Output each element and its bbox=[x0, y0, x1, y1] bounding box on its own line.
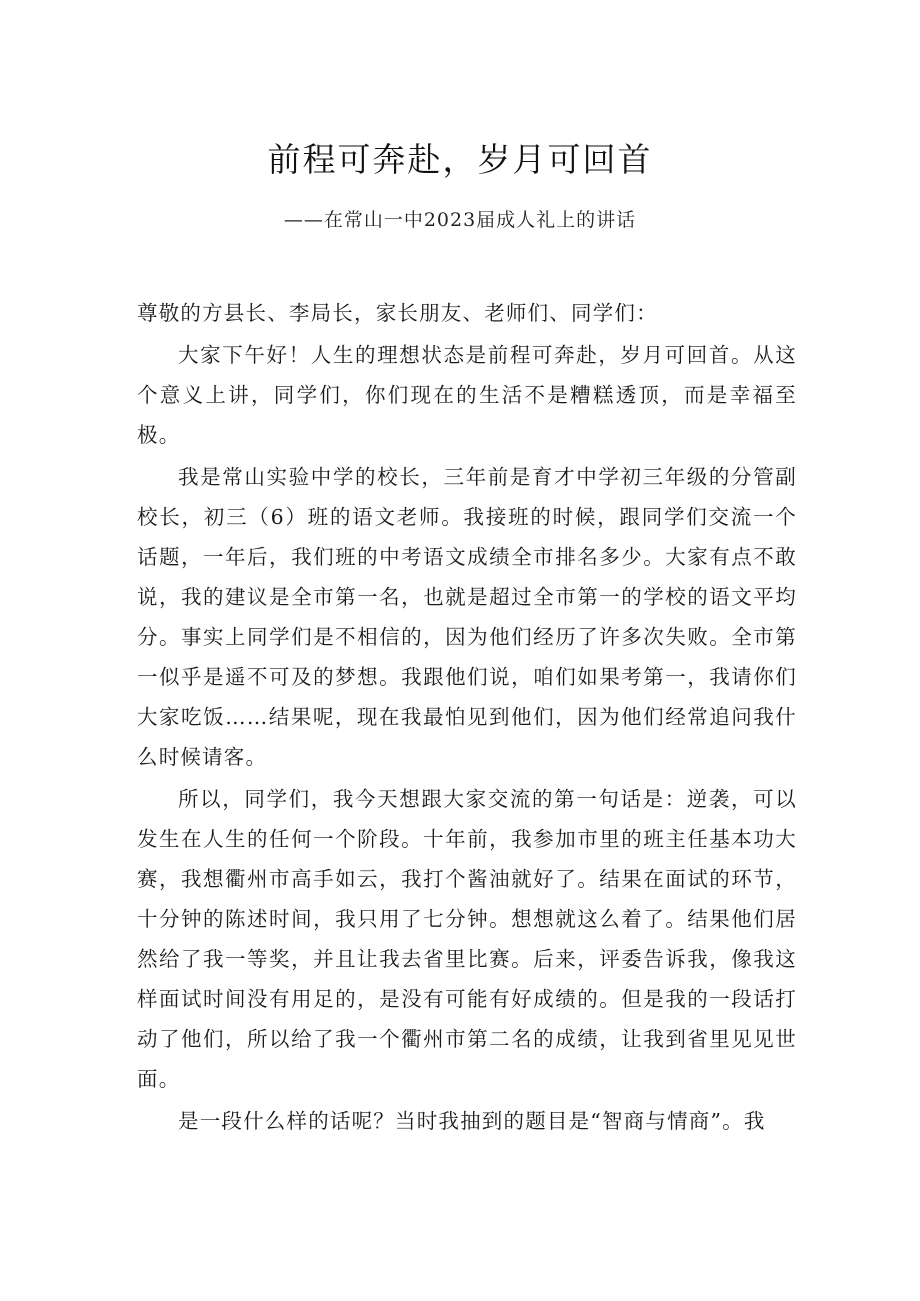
salutation: 尊敬的方县长、李局长，家长朋友、老师们、同学们： bbox=[137, 301, 658, 325]
paragraph: 是一段什么样的话呢？当时我抽到的题目是“智商与情商”。我 bbox=[178, 1109, 766, 1133]
paragraph: 所以，同学们，我今天想跟大家交流的第一句话是：逆袭，可以发生在人生的任何一个阶段。十年前，我参加市里的班主任基本功大赛，我想衢州市高手如云，我打个酱油就好了。结果在面试的环节，十分钟的陈述时间，我只用了七分钟。想想就这么着了。结果他们居然给了我一等奖，并且让我去省里比赛。后来，评委告诉我，像我这样面试时间没有用足的，是没有可能有好成绩的。但是我的一段话打动了他们，所以给了我一个衢州市第二名的成绩，让我到省里见见世面。 bbox=[137, 787, 797, 1091]
paragraph: 大家下午好！人生的理想状态是前程可奔赴，岁月可回首。从这个意义上讲，同学们，你们现在的生活不是糟糕透顶，而是幸福至极。 bbox=[137, 343, 797, 447]
document-body bbox=[137, 293, 797, 1143]
document-subtitle: ——在常山一中2023届成人礼上的讲话 bbox=[283, 209, 637, 231]
document-title: 前程可奔赴，岁月可回首 bbox=[267, 140, 653, 179]
paragraph: 我是常山实验中学的校长，三年前是育才中学初三年级的分管副校长，初三（6）班的语文老师。我接班的时候，跟同学们交流一个话题，一年后，我们班的中考语文成绩全市排名多少。大家有点不敢说，我的建议是全市第一名，也就是超过全市第一的学校的语文平均分。事实上同学们是不相信的，因为他们经历了许多次失败。全市第一似乎是遥不可及的梦想。我跟他们说，咱们如果考第一，我请你们大家吃饭……结果呢，现在我最怕见到他们，因为他们经常追问我什么时候请客。 bbox=[137, 465, 797, 769]
